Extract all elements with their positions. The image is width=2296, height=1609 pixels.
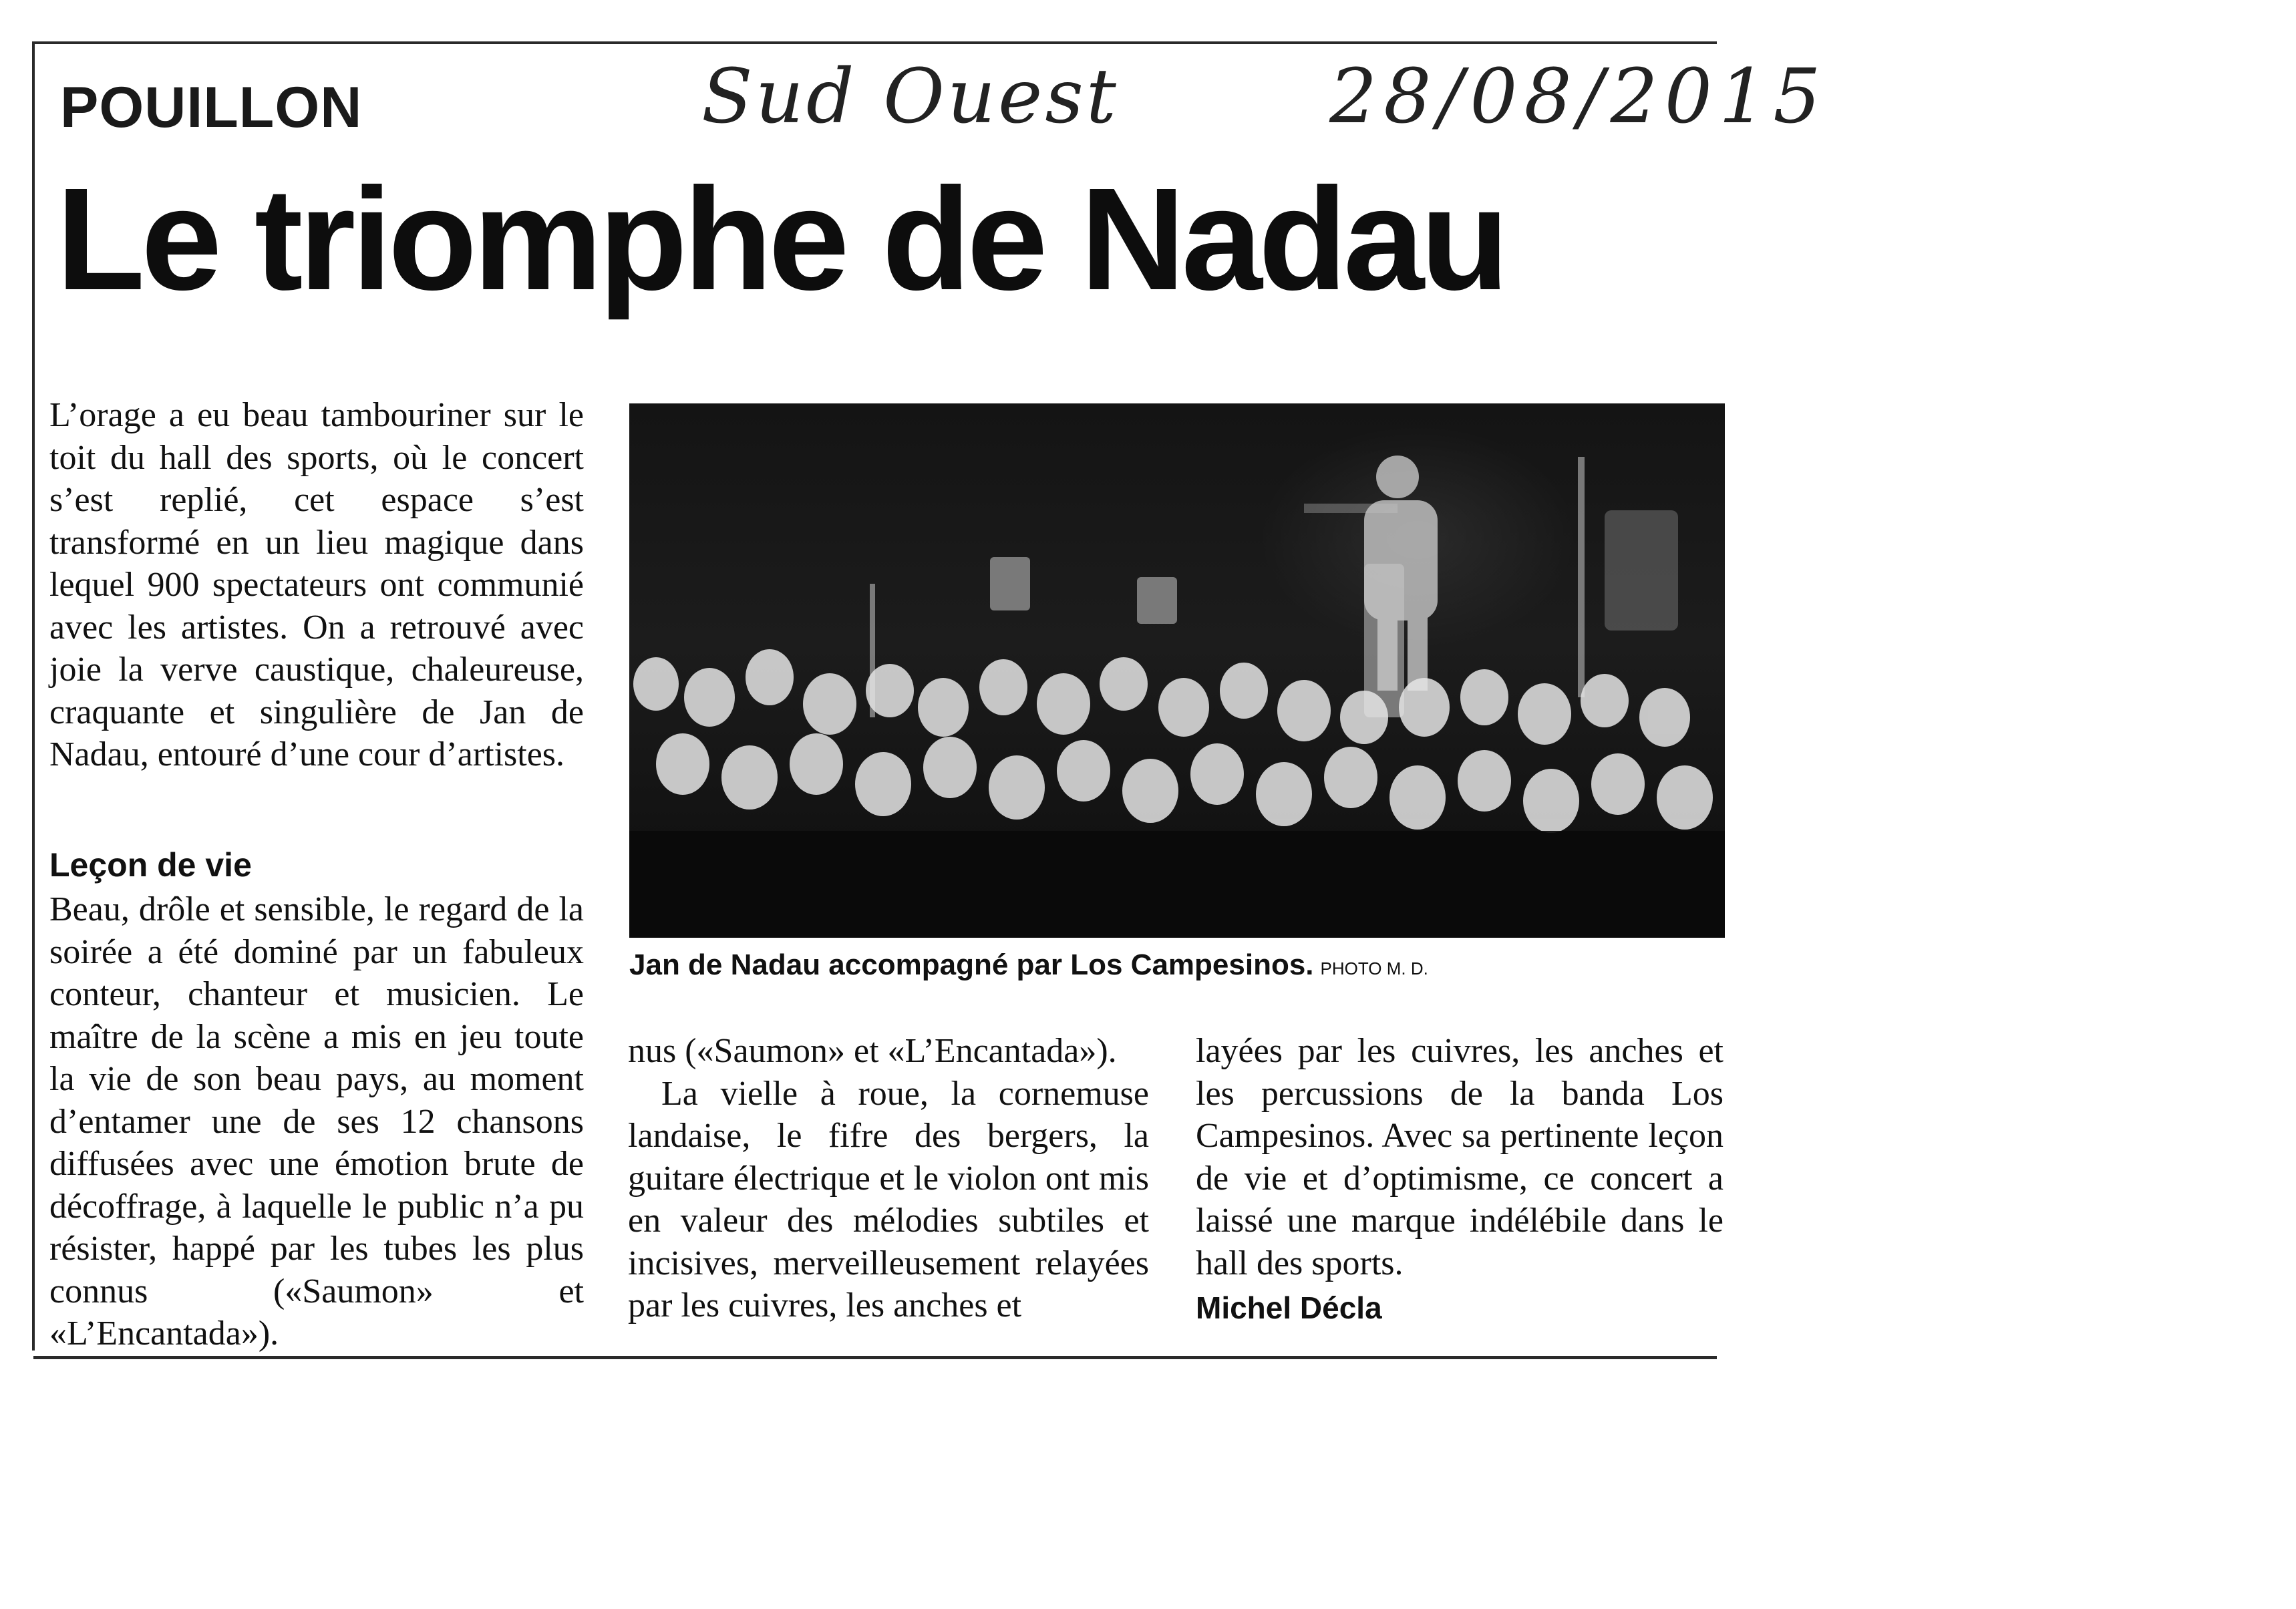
body-paragraph-2b: La vielle à roue, la cornemuse landaise, le fifre des bergers, la guitare électrique et le violon ont mis en valeur des mélodies subtiles et incisives, merveilleusement relayées par les cuivres, les anches et [628,1074,1149,1324]
section-kicker: POUILLON [60,75,363,140]
article-column-1 [49,394,584,1355]
photo-caption [629,948,1428,982]
concert-photo [629,403,1725,938]
photo-credit: PHOTO M. D. [1320,958,1428,978]
article-column-2 [628,1030,1149,1327]
headline: Le triomphe de Nadau [56,158,1506,321]
left-rule [32,41,35,1351]
handwritten-publication: Sud Ouest [701,53,1119,140]
concert-photo-graphic [629,403,1725,938]
bottom-rule [33,1356,1717,1359]
byline: Michel Décla [1196,1290,1382,1325]
article-column-3 [1196,1030,1724,1331]
handwritten-date: 28/08/2015 [1329,53,1828,140]
top-rule [33,41,1717,44]
body-paragraph-1: Beau, drôle et sensible, le regard de la soirée a été dominé par un fabuleux conteur, chanteur et musicien. Le maître de la scène a mis en jeu toute la vie de son beau pays, au moment d’entamer une de ses 12 chansons diffusées avec une émotion brute de décoffrage, à laquelle le public n’a pu résister, happé par les tubes les plus connus («Saumon» et «L’Encantada»). [49,890,584,1353]
photo-caption-text: Jan de Nadau accompagné par Los Campesinos. [629,948,1314,981]
body-paragraph-2a: nus («Saumon» et «L’Encantada»). [628,1032,1117,1070]
subhead: Leçon de vie [49,846,252,884]
body-paragraph-3: layées par les cuivres, les anches et les percussions de la banda Los Campesinos. Avec sa pertinente leçon de vie et d’optimisme, ce concert a laissé une marque indélébile dans le hall des sports. [1196,1032,1724,1282]
intro-paragraph: L’orage a eu beau tambouriner sur le toit du hall des sports, où le concert s’est replié, cet espace s’est transformé en un lieu magique dans lequel 900 spectateurs ont communié avec les artistes. On a retrouvé avec joie la verve caustique, chaleureuse, craquante et singulière de Jan de Nadau, entouré d’une cour d’artistes. [49,396,584,773]
